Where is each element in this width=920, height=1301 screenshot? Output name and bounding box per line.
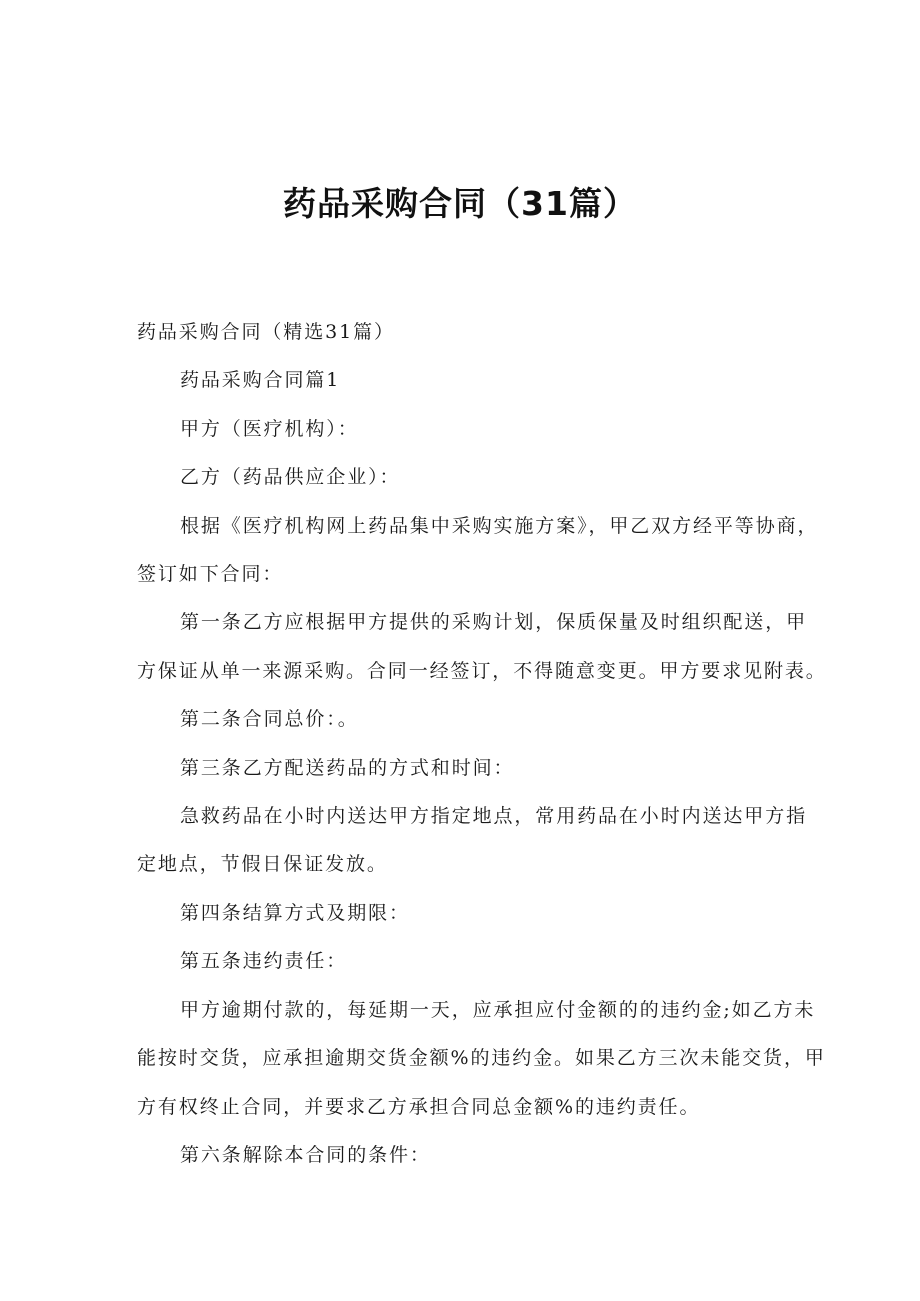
party-b-line: 乙方（药品供应企业）： (180, 466, 401, 489)
document-body (137, 308, 827, 1179)
article-1-line: 第一条乙方应根据甲方提供的采购计划，保质保量及时组织配送，甲 (180, 611, 808, 634)
article-3-detail-line: 急救药品在小时内送达甲方指定地点，常用药品在小时内送达甲方指 (180, 805, 808, 828)
article-5-detail-line: 方有权终止合同，并要求乙方承担合同总金额%的违约责任。 (137, 1095, 701, 1118)
doc-subtitle-line: 药品采购合同（精选31篇） (137, 321, 395, 343)
preamble-paragraph-line: 签订如下合同： (137, 563, 284, 586)
article-6-line: 第六条解除本合同的条件： (180, 1143, 431, 1166)
article-5-detail-line: 能按时交货，应承担逾期交货金额%的违约金。如果乙方三次未能交货，甲 (137, 1047, 826, 1070)
party-a-line: 甲方（医疗机构）： (180, 417, 359, 440)
article-2-line: 第二条合同总价：。 (180, 708, 359, 731)
chapter-heading: 药品采购合同篇1 (180, 369, 341, 392)
article-3-line: 第三条乙方配送药品的方式和时间： (180, 756, 515, 779)
article-5-detail-line: 甲方逾期付款的，每延期一天，应承担应付金额的的违约金;如乙方未 (180, 998, 816, 1021)
article-3-detail-line: 定地点，节假日保证发放。 (137, 853, 388, 876)
article-4-line: 第四条结算方式及期限： (180, 901, 410, 924)
preamble-paragraph-line: 根据《医疗机构网上药品集中采购实施方案》，甲乙双方经平等协商， (180, 514, 819, 537)
article-5-line: 第五条违约责任： (180, 950, 348, 973)
document-title: 药品采购合同（31篇） (283, 184, 637, 224)
article-1-line: 方保证从单一来源采购。合同一经签订，不得随意变更。甲方要求见附表。 (137, 659, 827, 682)
